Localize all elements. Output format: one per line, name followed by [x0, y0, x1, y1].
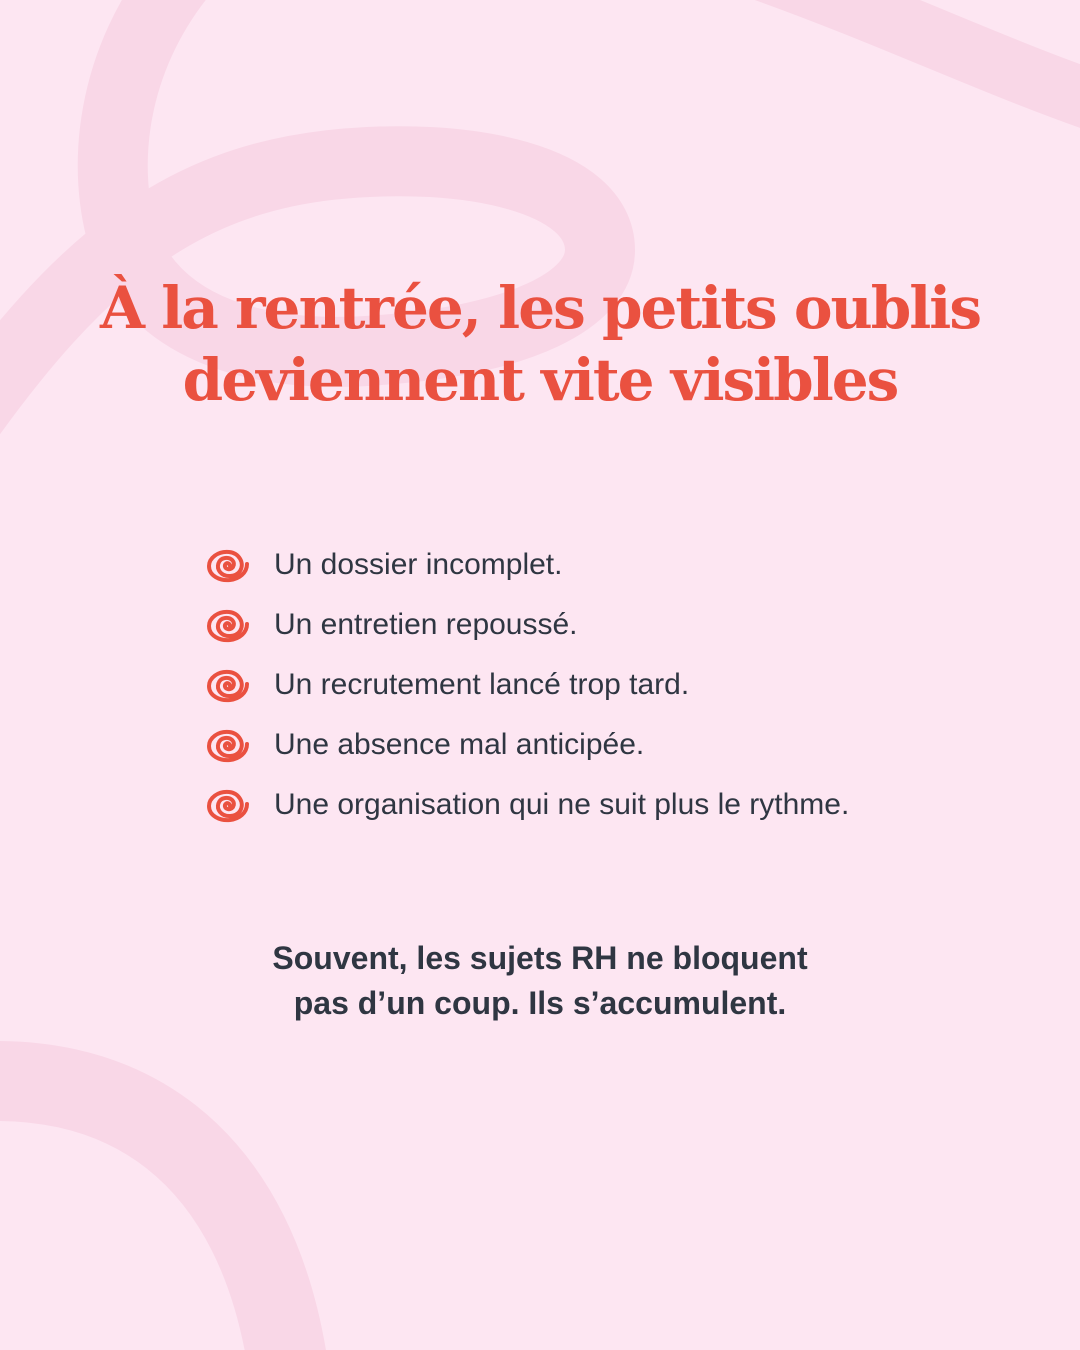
list-item-text: Une absence mal anticipée. — [274, 728, 645, 761]
list-item-text: Un recrutement lancé trop tard. — [274, 668, 690, 701]
list-item-text: Une organisation qui ne suit plus le rythme. — [274, 788, 850, 821]
list-item — [205, 715, 849, 775]
page-title — [0, 272, 1080, 416]
closing-statement — [0, 936, 1080, 1026]
list-item — [205, 775, 849, 835]
spiral-icon — [205, 665, 251, 705]
swirl-top-right — [760, 0, 1080, 110]
list-item — [205, 655, 849, 715]
spiral-icon — [205, 545, 251, 585]
list-item — [205, 595, 849, 655]
title-line-2: deviennent vite visibles — [182, 346, 898, 414]
spiral-icon — [205, 785, 251, 825]
list-item — [205, 535, 849, 595]
closing-line-1: Souvent, les sujets RH ne bloquent — [272, 940, 808, 976]
bullet-list — [205, 535, 849, 835]
closing-line-2: pas d’un coup. Ils s’accumulent. — [293, 985, 787, 1021]
swirl-bottom-left — [0, 1081, 290, 1350]
spiral-icon — [205, 725, 251, 765]
list-item-text: Un entretien repoussé. — [274, 608, 578, 641]
list-item-text: Un dossier incomplet. — [274, 548, 563, 581]
spiral-icon — [205, 605, 251, 645]
title-line-1: À la rentrée, les petits oublis — [100, 274, 980, 342]
